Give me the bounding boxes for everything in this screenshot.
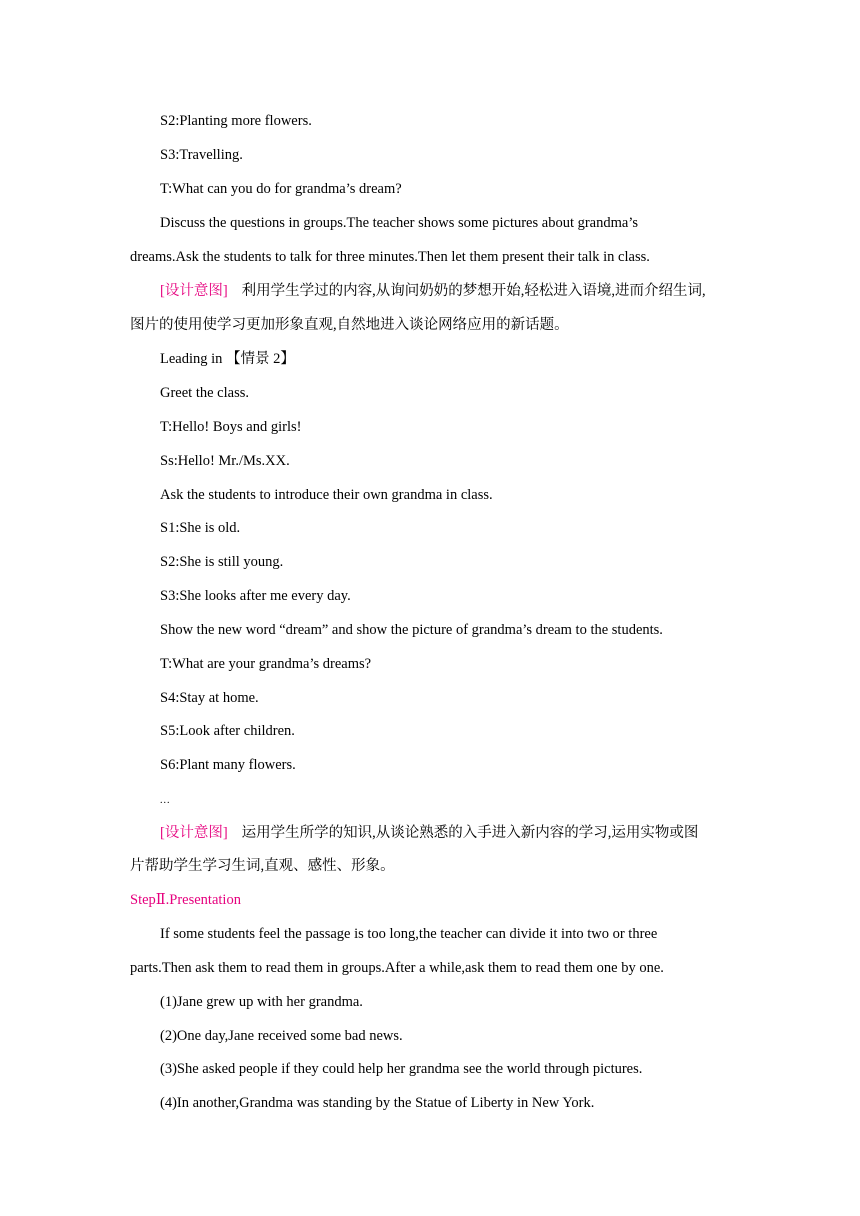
dialogue-line: T:What are your grandma’s dreams? — [160, 656, 372, 672]
list-item: (3)She asked people if they could help her grandma see the world through pictures. — [160, 1061, 643, 1077]
paragraph-line: If some students feel the passage is too long,the teacher can divide it into two or three — [160, 926, 658, 942]
list-item: (4)In another,Grandma was standing by the Statue of Liberty in New York. — [160, 1095, 595, 1111]
design-intent-line — [160, 281, 706, 301]
dialogue-line: S3:She looks after me every day. — [160, 588, 351, 604]
design-intent-line — [160, 823, 698, 843]
dialogue-line: S2:Planting more flowers. — [160, 113, 312, 129]
design-intent-text: 运用学生所学的知识,从谈论熟悉的入手进入新内容的学习,运用实物或图 — [241, 825, 699, 841]
paragraph-line: parts.Then ask them to read them in groups.After a while,ask them to read them one by one. — [130, 960, 664, 976]
dialogue-line: S6:Plant many flowers. — [160, 757, 296, 773]
dialogue-line: S2:She is still young. — [160, 554, 284, 570]
list-item: (2)One day,Jane received some bad news. — [160, 1028, 403, 1044]
dialogue-line: T:Hello! Boys and girls! — [160, 419, 302, 435]
design-intent-text: 片帮助学生学习生词,直观、感性、形象。 — [130, 858, 395, 874]
paragraph-line: Show the new word “dream” and show the picture of grandma’s dream to the students. — [160, 622, 663, 638]
list-item: (1)Jane grew up with her grandma. — [160, 994, 363, 1010]
design-intent-tag: [设计意图] — [160, 825, 228, 841]
dialogue-line: S4:Stay at home. — [160, 690, 259, 706]
dialogue-line: S1:She is old. — [160, 520, 241, 536]
paragraph-line: Greet the class. — [160, 385, 249, 401]
design-intent-text: 图片的使用使学习更加形象直观,自然地进入谈论网络应用的新话题。 — [130, 317, 569, 333]
dialogue-line: T:What can you do for grandma’s dream? — [160, 181, 402, 197]
ellipsis: ... — [160, 795, 171, 806]
design-intent-text: 利用学生学过的内容,从询问奶奶的梦想开始,轻松进入语境,进而介绍生词, — [241, 283, 706, 299]
step-heading: StepⅡ.Presentation — [130, 892, 241, 908]
section-heading: Leading in 【情景 2】 — [160, 351, 295, 367]
dialogue-line: Ss:Hello! Mr./Ms.XX. — [160, 453, 290, 469]
paragraph-line: Discuss the questions in groups.The teacher shows some pictures about grandma’s — [160, 215, 639, 231]
dialogue-line: S3:Travelling. — [160, 147, 243, 163]
paragraph-line: Ask the students to introduce their own grandma in class. — [160, 487, 493, 503]
dialogue-line: S5:Look after children. — [160, 723, 295, 739]
paragraph-line: dreams.Ask the students to talk for three minutes.Then let them present their talk in class. — [130, 249, 650, 265]
design-intent-tag: [设计意图] — [160, 283, 228, 299]
